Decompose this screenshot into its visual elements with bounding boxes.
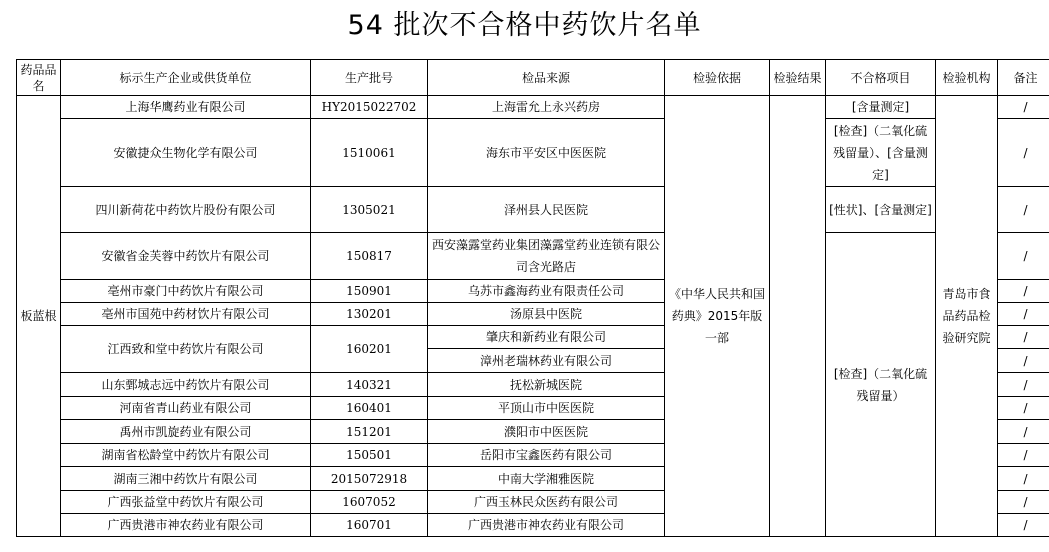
- manufacturer-cell: 四川新荷花中药饮片股份有限公司: [61, 187, 311, 233]
- source-cell: 中南大学湘雅医院: [428, 467, 665, 491]
- manufacturer-cell: 河南省青山药业有限公司: [61, 397, 311, 420]
- header-remark: 备注: [998, 60, 1049, 96]
- remark-cell: /: [998, 187, 1049, 233]
- header-result: 检验结果: [770, 60, 826, 96]
- remark-cell: /: [998, 233, 1049, 280]
- remark-cell: /: [998, 349, 1049, 373]
- source-cell: 肇庆和新药业有限公司: [428, 326, 665, 349]
- manufacturer-cell: 湖南三湘中药饮片有限公司: [61, 467, 311, 491]
- result-cell: [770, 96, 826, 537]
- source-cell: 上海雷允上永兴药房: [428, 96, 665, 119]
- basis-cell: 《中华人民共和国药典》2015年版一部: [665, 96, 770, 537]
- manufacturer-cell: 安徽捷众生物化学有限公司: [61, 119, 311, 187]
- batch-cell: 140321: [311, 373, 428, 397]
- source-cell: 汤原县中医院: [428, 303, 665, 326]
- batch-cell: 160201: [311, 326, 428, 373]
- manufacturer-cell: 广西张益堂中药饮片有限公司: [61, 491, 311, 514]
- manufacturer-cell: 江西致和堂中药饮片有限公司: [61, 326, 311, 373]
- source-cell: 海东市平安区中医医院: [428, 119, 665, 187]
- header-items: 不合格项目: [826, 60, 936, 96]
- remark-cell: /: [998, 467, 1049, 491]
- manufacturer-cell: 广西贵港市神农药业有限公司: [61, 514, 311, 537]
- remark-cell: /: [998, 514, 1049, 537]
- batch-cell: 1510061: [311, 119, 428, 187]
- manufacturer-cell: 湖南省松龄堂中药饮片有限公司: [61, 444, 311, 467]
- batch-cell: 160401: [311, 397, 428, 420]
- remark-cell: /: [998, 119, 1049, 187]
- header-batch: 生产批号: [311, 60, 428, 96]
- remark-cell: /: [998, 491, 1049, 514]
- items-cell: [检查]（二氧化硫残留量）: [826, 233, 936, 537]
- remark-cell: /: [998, 444, 1049, 467]
- header-agency: 检验机构: [936, 60, 998, 96]
- header-source: 检品来源: [428, 60, 665, 96]
- table-row: [17, 119, 1049, 187]
- manufacturer-cell: 亳州市国苑中药材饮片有限公司: [61, 303, 311, 326]
- header-product: 药品品名: [17, 60, 61, 96]
- batch-cell: 151201: [311, 420, 428, 444]
- table-row: [17, 187, 1049, 233]
- remark-cell: /: [998, 397, 1049, 420]
- source-cell: 广西玉林民众医药有限公司: [428, 491, 665, 514]
- batch-cell: 150501: [311, 444, 428, 467]
- remark-cell: /: [998, 96, 1049, 119]
- remark-cell: /: [998, 303, 1049, 326]
- source-cell: 西安藻露堂药业集团藻露堂药业连锁有限公司含光路店: [428, 233, 665, 280]
- batch-cell: 150901: [311, 280, 428, 303]
- manufacturer-cell: 山东鄄城志远中药饮片有限公司: [61, 373, 311, 397]
- manufacturer-cell: 禹州市凯旋药业有限公司: [61, 420, 311, 444]
- batch-cell: 2015072918: [311, 467, 428, 491]
- source-cell: 抚松新城医院: [428, 373, 665, 397]
- source-cell: 广西贵港市神农药业有限公司: [428, 514, 665, 537]
- source-cell: 岳阳市宝鑫医药有限公司: [428, 444, 665, 467]
- source-cell: 濮阳市中医医院: [428, 420, 665, 444]
- agency-cell: 青岛市食品药品检验研究院: [936, 96, 998, 537]
- batch-cell: HY2015022702: [311, 96, 428, 119]
- items-cell: [性状]、[含量测定]: [826, 187, 936, 233]
- source-cell: 泽州县人民医院: [428, 187, 665, 233]
- remark-cell: /: [998, 373, 1049, 397]
- remark-cell: /: [998, 326, 1049, 349]
- document-title: 54 批次不合格中药饮片名单: [347, 10, 702, 41]
- table-row: [17, 233, 1049, 280]
- manufacturer-cell: 上海华鹰药业有限公司: [61, 96, 311, 119]
- manufacturer-cell: 安徽省金芙蓉中药饮片有限公司: [61, 233, 311, 280]
- batch-cell: 150817: [311, 233, 428, 280]
- product-name-cell: 板蓝根: [17, 96, 61, 537]
- header-manufacturer: 标示生产企业或供货单位: [61, 60, 311, 96]
- manufacturer-cell: 亳州市豪门中药饮片有限公司: [61, 280, 311, 303]
- header-basis: 检验依据: [665, 60, 770, 96]
- table-row: [17, 96, 1049, 119]
- remark-cell: /: [998, 280, 1049, 303]
- source-cell: 平顶山市中医医院: [428, 397, 665, 420]
- batch-cell: 1305021: [311, 187, 428, 233]
- remark-cell: /: [998, 420, 1049, 444]
- unqualified-list-table: [16, 59, 1049, 537]
- batch-cell: 130201: [311, 303, 428, 326]
- batch-cell: 160701: [311, 514, 428, 537]
- items-cell: [含量测定]: [826, 96, 936, 119]
- source-cell: 漳州老瑞林药业有限公司: [428, 349, 665, 373]
- source-cell: 乌苏市鑫海药业有限责任公司: [428, 280, 665, 303]
- items-cell: [检查]（二氧化硫残留量）、[含量测定]: [826, 119, 936, 187]
- table-header-row: [17, 60, 1049, 96]
- batch-cell: 1607052: [311, 491, 428, 514]
